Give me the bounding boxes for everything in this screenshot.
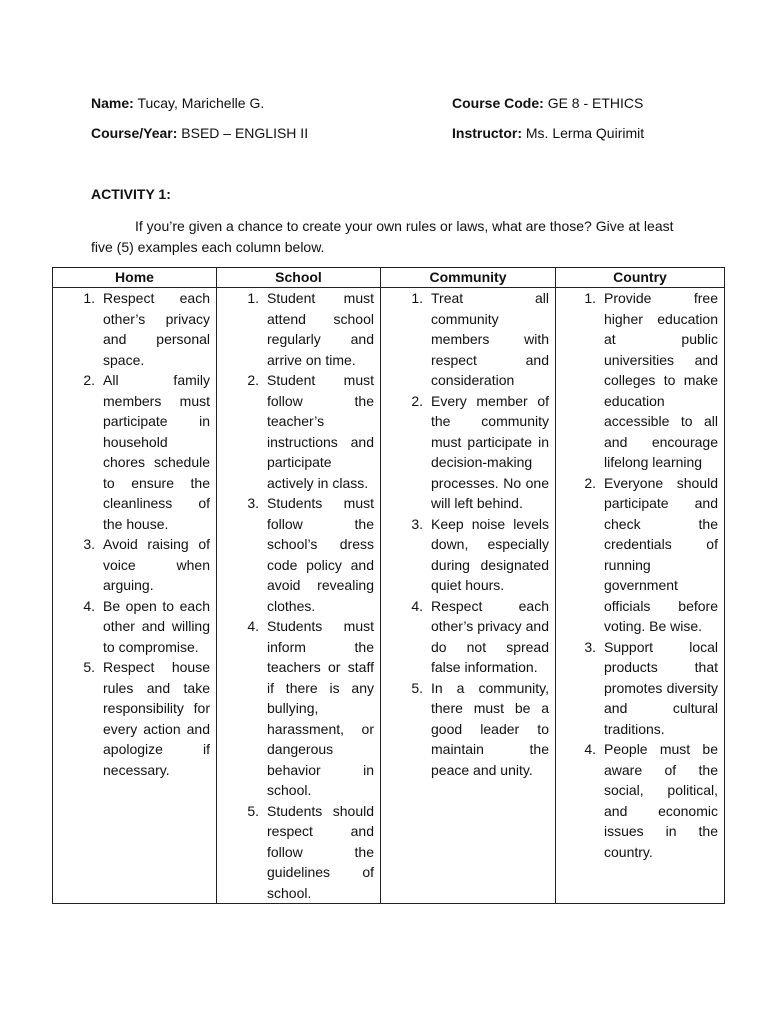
list-item-number: 3. — [411, 515, 423, 532]
column-header-school: School — [217, 268, 381, 288]
list-item-text: Keep noise levels down, especially during designated quiet hours. — [431, 515, 549, 593]
list-item-number: 1. — [247, 290, 259, 306]
list-item-text: Every member of the community must participate in decision-making processes. No one will left behind. — [431, 392, 549, 511]
list-item-text: Be open to each other and willing to compromise. — [103, 597, 210, 655]
prompt-text: If you’re given a chance to create your own rules or laws, what are those? Give at least five (5) examples each column below. — [91, 218, 674, 255]
rules-table — [52, 267, 725, 904]
instructor-value: Ms. Lerma Quirimit — [525, 125, 645, 141]
list-item-text: Support local products that promotes diversity and cultural traditions. — [604, 638, 718, 737]
list-item-number: 1. — [584, 290, 596, 306]
course-code-field — [452, 94, 643, 112]
country-cell — [556, 288, 725, 904]
list-item — [217, 493, 374, 616]
list-item-text: Respect each other’s privacy and do not spread false information. — [431, 597, 549, 675]
list-item-text: Avoid raising of voice when arguing. — [103, 536, 210, 593]
instructor-field — [452, 124, 644, 142]
course-year-value: BSED – ENGLISH II — [181, 125, 309, 141]
list-item — [381, 514, 549, 596]
column-header-country: Country — [556, 268, 725, 288]
list-item-text: Student must follow the teacher’s instructions and participate actively in class. — [267, 372, 374, 491]
list-item-number: 2. — [247, 372, 259, 388]
school-list — [217, 288, 374, 903]
list-item — [381, 391, 549, 514]
list-item — [53, 596, 210, 658]
list-item-text: Students must follow the school’s dress code policy and avoid revealing clothes. — [267, 495, 374, 614]
list-item-text: Respect house rules and take responsibility for every action and apologize if necessary. — [103, 659, 210, 778]
list-item-text: Everyone should participate and check the credentials of running government officials before voting. Be wise. — [604, 474, 718, 634]
country-list — [556, 288, 718, 862]
list-item-number: 4. — [247, 618, 259, 634]
name-value: Tucay, Marichelle G. — [137, 95, 265, 111]
list-item — [53, 534, 210, 596]
list-item-number: 2. — [83, 372, 95, 388]
name-label: Name: — [91, 95, 134, 111]
list-item-number: 3. — [247, 495, 259, 511]
list-item — [381, 596, 549, 678]
list-item-text: Student must attend school regularly and arrive on time. — [267, 290, 374, 368]
list-item — [53, 370, 210, 534]
list-item — [556, 739, 718, 862]
list-item — [217, 370, 374, 493]
list-item-text: Provide free higher education at public universities and colleges to make education accessible to all and encourage lifelong learning — [604, 290, 718, 470]
list-item — [53, 288, 210, 370]
community-cell — [381, 288, 556, 904]
column-header-community: Community — [381, 268, 556, 288]
list-item-number: 2. — [584, 474, 596, 491]
list-item-number: 4. — [411, 597, 423, 614]
table-header-row — [53, 268, 725, 288]
name-field — [91, 94, 264, 112]
course-year-label: Course/Year: — [91, 125, 178, 141]
activity-title: ACTIVITY 1: — [91, 186, 171, 202]
instructor-label: Instructor: — [452, 125, 522, 141]
list-item-number: 5. — [411, 679, 423, 696]
list-item — [381, 288, 549, 391]
list-item-number: 4. — [584, 741, 596, 757]
list-item — [556, 637, 718, 740]
home-cell — [53, 288, 217, 904]
list-item-text: All family members must participate in household chores schedule to ensure the cleanliness of the house. — [103, 372, 210, 532]
column-header-home: Home — [53, 268, 217, 288]
list-item — [381, 678, 549, 781]
list-item — [556, 288, 718, 473]
community-list — [381, 288, 549, 780]
activity-prompt — [91, 216, 691, 257]
course-code-value: GE 8 - ETHICS — [547, 95, 644, 111]
list-item-number: 5. — [83, 659, 95, 675]
list-item-number: 4. — [83, 597, 95, 614]
list-item — [217, 616, 374, 801]
list-item-number: 1. — [411, 290, 423, 306]
course-code-label: Course Code: — [452, 95, 544, 111]
list-item-text: Students must inform the teachers or staff if there is any bullying, harassment, or dangerous behavior in school. — [267, 618, 374, 798]
table-row — [53, 288, 725, 904]
list-item — [53, 657, 210, 780]
school-cell — [217, 288, 381, 904]
list-item-number: 5. — [247, 802, 259, 819]
list-item-text: Treat all community members with respect and consideration — [431, 290, 549, 388]
list-item-text: Students should respect and follow the guidelines of school. — [267, 802, 374, 901]
list-item — [556, 473, 718, 637]
list-item-number: 3. — [584, 638, 596, 655]
course-year-field — [91, 124, 308, 142]
list-item-text: Respect each other’s privacy and personal space. — [103, 290, 210, 368]
list-item-text: In a community, there must be a good leader to maintain the peace and unity. — [431, 679, 549, 778]
list-item-number: 3. — [83, 536, 95, 552]
list-item-number: 2. — [411, 392, 423, 409]
list-item — [217, 288, 374, 370]
list-item — [217, 801, 374, 904]
home-list — [53, 288, 210, 780]
list-item-number: 1. — [83, 290, 95, 306]
list-item-text: People must be aware of the social, political, and economic issues in the country. — [604, 741, 718, 860]
